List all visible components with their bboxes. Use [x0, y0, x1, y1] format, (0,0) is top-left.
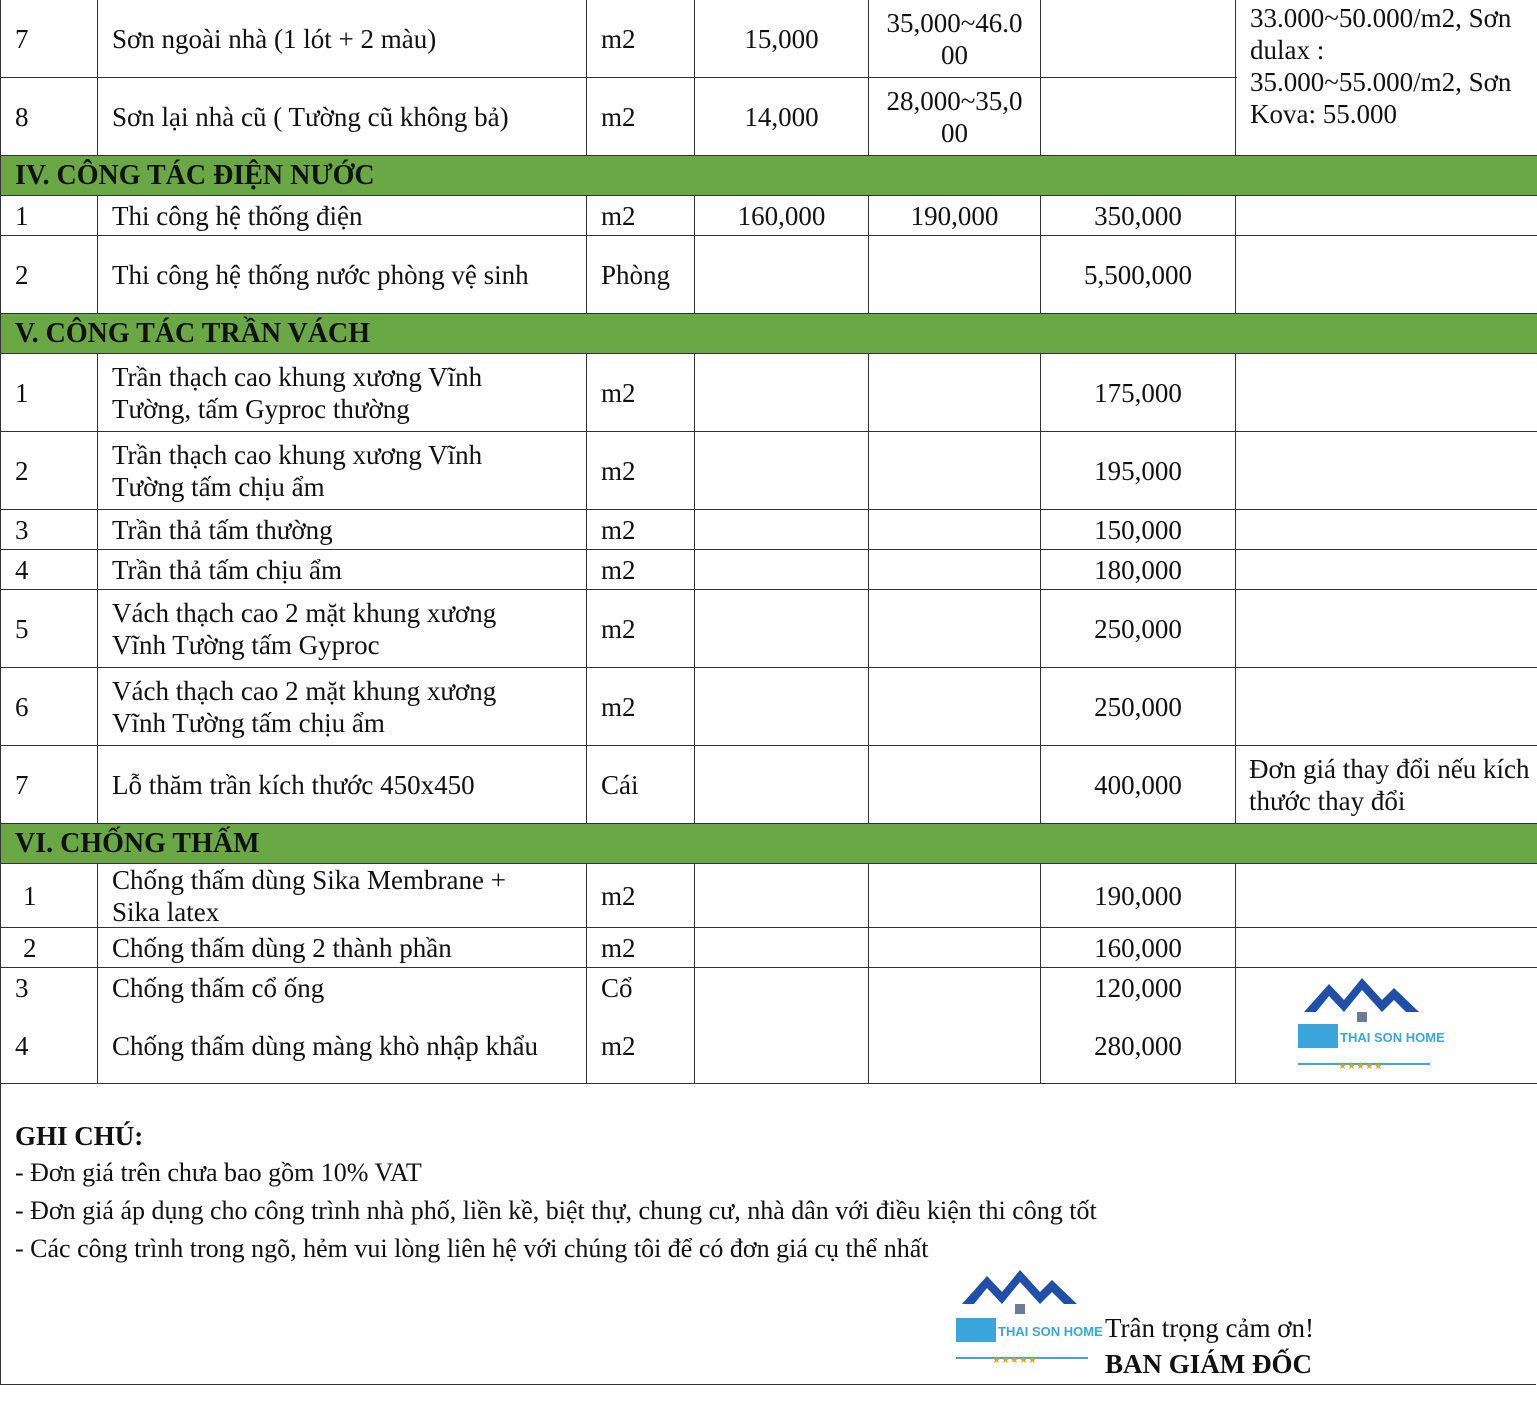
table-row — [1, 668, 1537, 746]
price-total: 195,000 — [1041, 432, 1236, 509]
price-labor — [695, 968, 869, 1083]
table-row-merged — [1, 968, 1537, 1084]
unit: m2 — [587, 928, 695, 967]
item-name: Chống thấm dùng 2 thành phần — [98, 928, 587, 967]
row-number: 2 — [1, 432, 98, 509]
note-line: - Đơn giá áp dụng cho công trình nhà phố, liền kề, biệt thự, chung cư, nhà dân với điều kiện thi công tốt — [15, 1196, 1097, 1225]
item-name: Vách thạch cao 2 mặt khung xương Vĩnh Tường tấm Gyproc — [98, 590, 587, 667]
note — [1236, 864, 1537, 927]
price-range — [869, 510, 1041, 549]
note: Đơn giá thay đổi nếu kích thước thay đổi — [1249, 753, 1530, 816]
price-labor — [695, 354, 869, 431]
price-total: 350,000 — [1041, 196, 1236, 235]
row-number: 3 — [15, 973, 29, 1003]
price-range — [869, 746, 1041, 823]
notes-title: GHI CHÚ: — [15, 1121, 144, 1151]
note-line: - Đơn giá trên chưa bao gồm 10% VAT — [15, 1158, 422, 1187]
price-total: 400,000 — [1041, 746, 1236, 823]
row-number: 4 — [1, 550, 98, 589]
unit: m2 — [587, 0, 695, 77]
price-range — [869, 968, 1041, 1083]
item-name: Sơn ngoài nhà (1 lót + 2 màu) — [98, 0, 587, 77]
price-total: 280,000 — [1094, 1031, 1182, 1061]
price-labor: 15,000 — [695, 0, 869, 77]
unit: m2 — [587, 510, 695, 549]
thanks-text: Trân trọng cảm ơn! — [1105, 1313, 1314, 1343]
unit-group — [587, 968, 695, 1083]
price-labor — [695, 550, 869, 589]
item-name: Lỗ thăm trần kích thước 450x450 — [98, 746, 587, 823]
unit: m2 — [587, 196, 695, 235]
price-total — [1041, 0, 1236, 77]
item-name: Sơn lại nhà cũ ( Tường cũ không bả) — [98, 78, 587, 155]
unit: Cái — [587, 746, 695, 823]
price-labor: 160,000 — [695, 196, 869, 235]
price-total: 160,000 — [1041, 928, 1236, 967]
note — [1236, 668, 1537, 745]
price-total: 120,000 — [1094, 973, 1182, 1003]
item-name-group — [98, 968, 587, 1083]
price-range — [869, 550, 1041, 589]
price-total-group — [1041, 968, 1236, 1083]
price-total: 5,500,000 — [1041, 236, 1236, 313]
note — [1236, 236, 1537, 313]
price-total: 250,000 — [1041, 590, 1236, 667]
section-header — [1, 314, 1537, 354]
note-logo-cell — [1236, 968, 1537, 1083]
table-row — [1, 928, 1537, 968]
item-name: Vách thạch cao 2 mặt khung xương Vĩnh Tường tấm chịu ẩm — [98, 668, 587, 745]
note — [1236, 590, 1537, 667]
row-number: 7 — [1, 746, 98, 823]
item-name: Chống thấm dùng màng khò nhập khẩu — [112, 1031, 538, 1061]
item-name: Trần thả tấm chịu ẩm — [98, 550, 587, 589]
note — [1236, 432, 1537, 509]
item-name: Chống thấm cổ ống — [112, 973, 325, 1003]
row-number: 2 — [1, 236, 98, 313]
price-range — [869, 236, 1041, 313]
item-name: Trần thạch cao khung xương Vĩnh Tường tấm chịu ẩm — [98, 432, 587, 509]
notes-block — [15, 1118, 1097, 1268]
price-range — [869, 590, 1041, 667]
price-range: 35,000~46.0 00 — [869, 0, 1041, 77]
price-range: 28,000~35,0 00 — [869, 78, 1041, 155]
table-row — [1, 354, 1537, 432]
price-labor — [695, 928, 869, 967]
logo-badge — [1298, 1024, 1338, 1048]
price-labor — [695, 864, 869, 927]
unit: m2 — [587, 550, 695, 589]
director-title: BAN GIÁM ĐỐC — [1105, 1349, 1312, 1379]
item-name: Thi công hệ thống điện — [98, 196, 587, 235]
row-number: 6 — [1, 668, 98, 745]
row-number: 2 — [1, 928, 98, 967]
section-title: IV. CÔNG TÁC ĐIỆN NƯỚC — [15, 159, 375, 191]
price-range — [869, 354, 1041, 431]
price-range — [869, 668, 1041, 745]
table-row — [1, 746, 1537, 824]
item-name: Chống thấm dùng Sika Membrane + Sika latex — [98, 864, 587, 927]
unit: Cổ — [601, 973, 633, 1003]
table-row — [1, 550, 1537, 590]
note — [1236, 196, 1537, 235]
signature-logo — [952, 1266, 1103, 1370]
window-shape — [1015, 1304, 1025, 1314]
unit: m2 — [587, 590, 695, 667]
note — [1236, 510, 1537, 549]
price-total: 150,000 — [1041, 510, 1236, 549]
row-number-group — [1, 968, 98, 1083]
price-total: 175,000 — [1041, 354, 1236, 431]
price-labor — [695, 668, 869, 745]
unit: m2 — [587, 668, 695, 745]
price-labor — [695, 510, 869, 549]
price-labor — [695, 432, 869, 509]
unit: m2 — [601, 1031, 636, 1061]
price-labor — [695, 236, 869, 313]
table-row — [1, 590, 1537, 668]
price-range — [869, 432, 1041, 509]
note — [1236, 550, 1537, 589]
row-number: 7 — [1, 0, 98, 77]
price-range — [869, 864, 1041, 927]
price-labor — [695, 590, 869, 667]
price-total: 180,000 — [1041, 550, 1236, 589]
note-line: - Các công trình trong ngõ, hẻm vui lòng liên hệ với chúng tôi để có đơn giá cụ thể nhất — [15, 1234, 929, 1263]
row-number: 3 — [1, 510, 98, 549]
table-row — [1, 510, 1537, 550]
logo-stars: ★★★★★ — [1338, 1061, 1383, 1072]
row-number: 1 — [1, 864, 98, 927]
unit: m2 — [587, 78, 695, 155]
table-row — [1, 864, 1537, 928]
note — [1236, 928, 1537, 967]
merged-paint-note: 33.000~50.000/m2, Sơn dulax : 35.000~55.000/m2, Sơn Kova: 55.000 — [1237, 0, 1537, 154]
logo-badge — [956, 1318, 996, 1342]
signature-block — [1105, 1310, 1314, 1382]
row-number: 1 — [1, 196, 98, 235]
note — [1236, 354, 1537, 431]
row-number: 4 — [15, 1031, 29, 1061]
unit: Phòng — [587, 236, 695, 313]
price-range — [869, 928, 1041, 967]
price-total: 250,000 — [1041, 668, 1236, 745]
section-title: V. CÔNG TÁC TRẦN VÁCH — [15, 317, 370, 349]
window-shape — [1357, 1012, 1367, 1022]
table-row — [1, 236, 1537, 314]
row-number: 5 — [1, 590, 98, 667]
price-labor: 14,000 — [695, 78, 869, 155]
price-total — [1041, 78, 1236, 155]
price-labor — [695, 746, 869, 823]
roof-shape — [1304, 978, 1419, 1012]
item-name: Trần thả tấm thường — [98, 510, 587, 549]
section-header — [1, 156, 1537, 196]
logo-brand-text: THAI SON HOME — [998, 1324, 1103, 1339]
section-header — [1, 824, 1537, 864]
unit: m2 — [587, 432, 695, 509]
company-logo — [1294, 974, 1445, 1074]
logo-stars: ★★★★★ — [992, 1355, 1037, 1366]
table-row — [1, 432, 1537, 510]
row-number: 8 — [1, 78, 98, 155]
roof-shape — [962, 1270, 1077, 1304]
logo-brand-text: THAI SON HOME — [1340, 1030, 1445, 1045]
table-row — [1, 196, 1537, 236]
unit: m2 — [587, 354, 695, 431]
item-name: Thi công hệ thống nước phòng vệ sinh — [98, 236, 587, 313]
price-range: 190,000 — [869, 196, 1041, 235]
section-title: VI. CHỐNG THẤM — [15, 827, 260, 859]
price-total: 190,000 — [1041, 864, 1236, 927]
row-number: 1 — [1, 354, 98, 431]
item-name: Trần thạch cao khung xương Vĩnh Tường, tấm Gyproc thường — [98, 354, 587, 431]
unit: m2 — [587, 864, 695, 927]
